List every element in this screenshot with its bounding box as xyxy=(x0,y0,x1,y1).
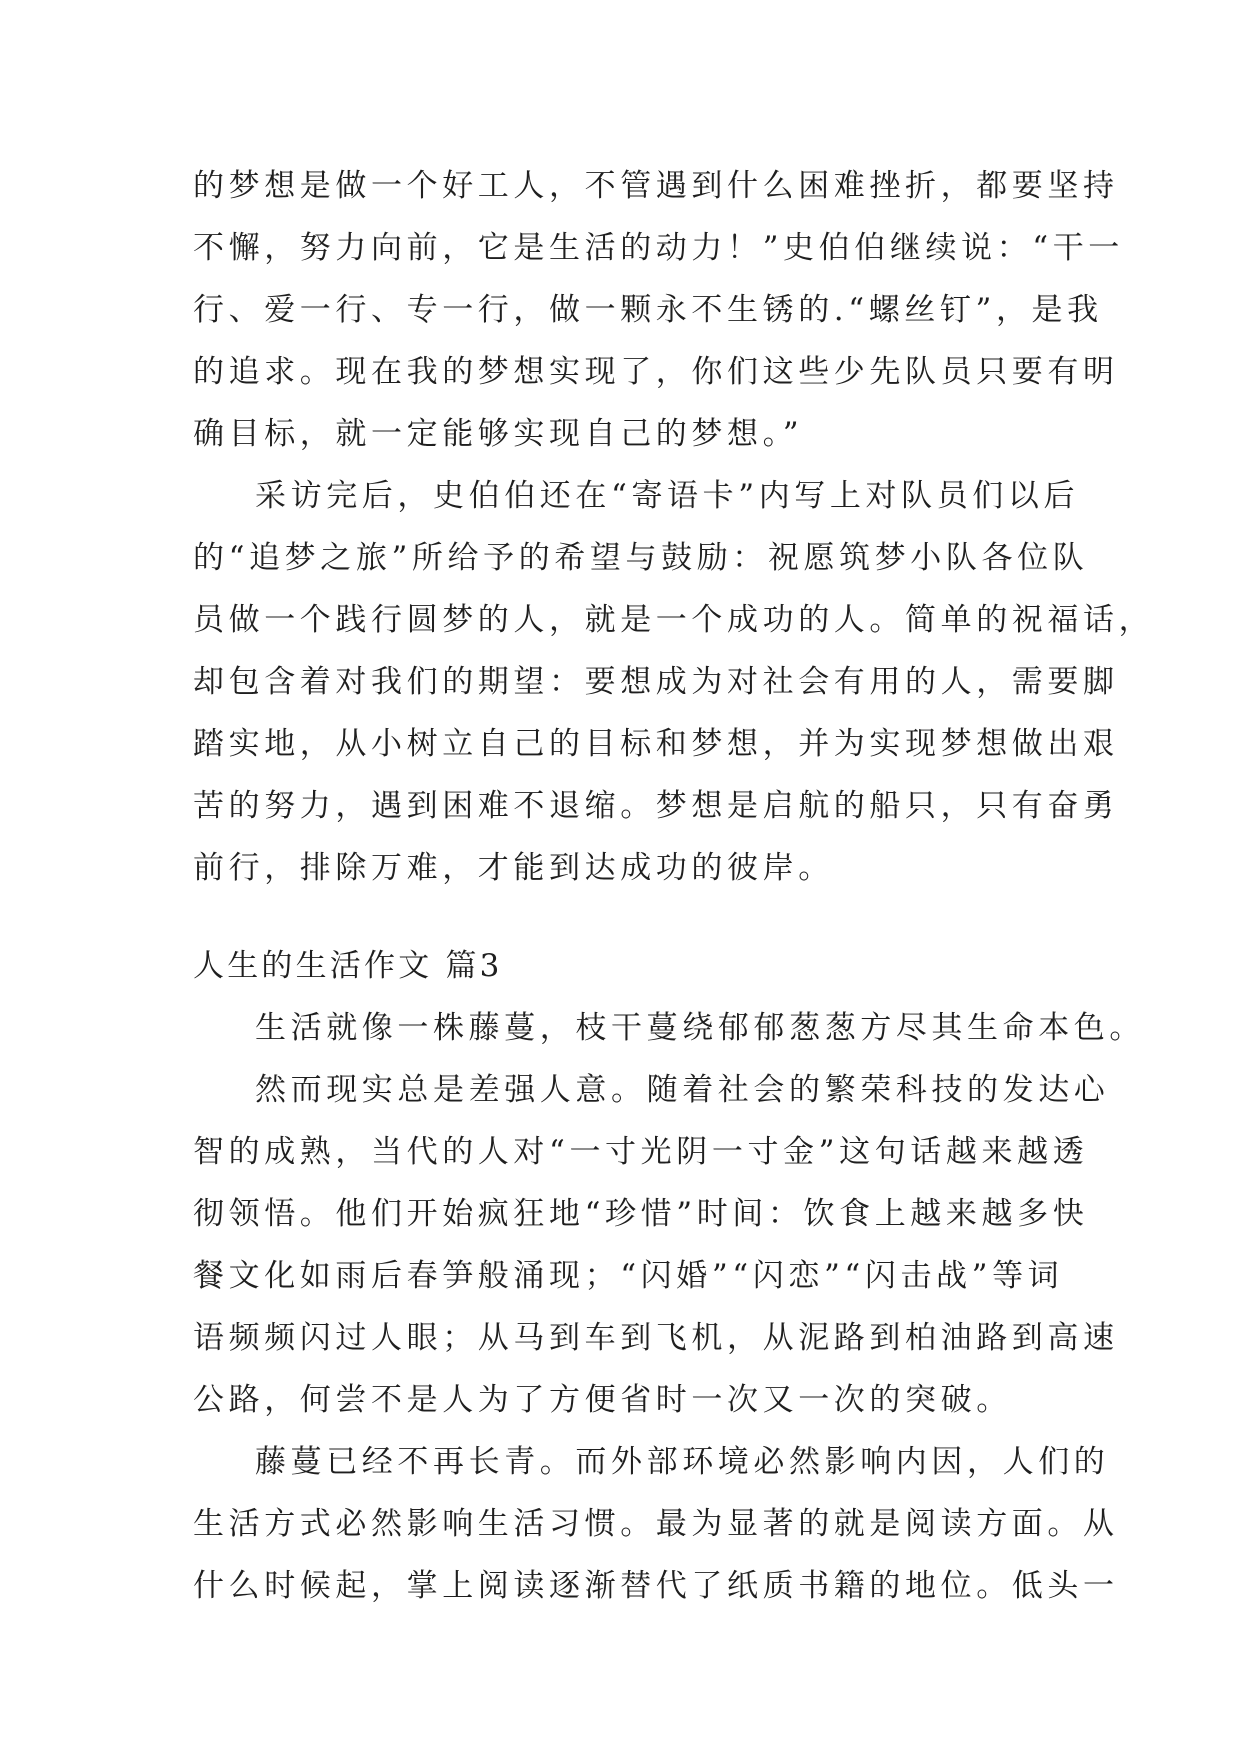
text-line: 行、爱一行、专一行，做一颗永不生锈的.“螺丝钉”，是我 xyxy=(193,292,1103,328)
text-line: 不懈，努力向前，它是生活的动力！”史伯伯继续说：“干一 xyxy=(193,230,1124,266)
text-line: 智的成熟，当代的人对“一寸光阴一寸金”这句话越来越透 xyxy=(193,1134,1089,1170)
text-line: 苦的努力，遇到困难不退缩。梦想是启航的船只，只有奋勇 xyxy=(193,788,1119,824)
text-line: 确目标，就一定能够实现自己的梦想。” xyxy=(193,416,804,452)
paragraph-start-line: 生活就像一株藤蔓，枝干蔓绕郁郁葱葱方尽其生命本色。 xyxy=(255,1010,1145,1046)
text-line: 踏实地，从小树立自己的目标和梦想，并为实现梦想做出艰 xyxy=(193,726,1119,762)
paragraph-start-line: 采访完后，史伯伯还在“寄语卡”内写上对队员们以后 xyxy=(255,478,1080,514)
text-line: 员做一个践行圆梦的人，就是一个成功的人。简单的祝福话， xyxy=(193,602,1155,638)
text-line: 的梦想是做一个好工人，不管遇到什么困难挫折，都要坚持 xyxy=(193,168,1119,204)
paragraph-start-line: 藤蔓已经不再长青。而外部环境必然影响内因，人们的 xyxy=(255,1444,1110,1480)
section-heading: 人生的生活作文 篇3 xyxy=(193,948,503,984)
text-line: 公路，何尝不是人为了方便省时一次又一次的突破。 xyxy=(193,1382,1012,1418)
text-line: 彻领悟。他们开始疯狂地“珍惜”时间：饮食上越来越多快 xyxy=(193,1196,1089,1232)
text-line: 什么时候起，掌上阅读逐渐替代了纸质书籍的地位。低头一 xyxy=(193,1568,1119,1604)
text-line: 的“追梦之旅”所给予的希望与鼓励：祝愿筑梦小队各位队 xyxy=(193,540,1089,576)
text-line: 餐文化如雨后春笋般涌现；“闪婚”“闪恋”“闪击战”等词 xyxy=(193,1258,1064,1294)
text-line: 生活方式必然影响生活习惯。最为显著的就是阅读方面。从 xyxy=(193,1506,1119,1542)
paragraph-start-line: 然而现实总是差强人意。随着社会的繁荣科技的发达心 xyxy=(255,1072,1110,1108)
text-line: 语频频闪过人眼；从马到车到飞机，从泥路到柏油路到高速 xyxy=(193,1320,1119,1356)
text-line: 的追求。现在我的梦想实现了，你们这些少先队员只要有明 xyxy=(193,354,1119,390)
text-line: 前行，排除万难，才能到达成功的彼岸。 xyxy=(193,850,834,886)
text-line: 却包含着对我们的期望：要想成为对社会有用的人，需要脚 xyxy=(193,664,1119,700)
